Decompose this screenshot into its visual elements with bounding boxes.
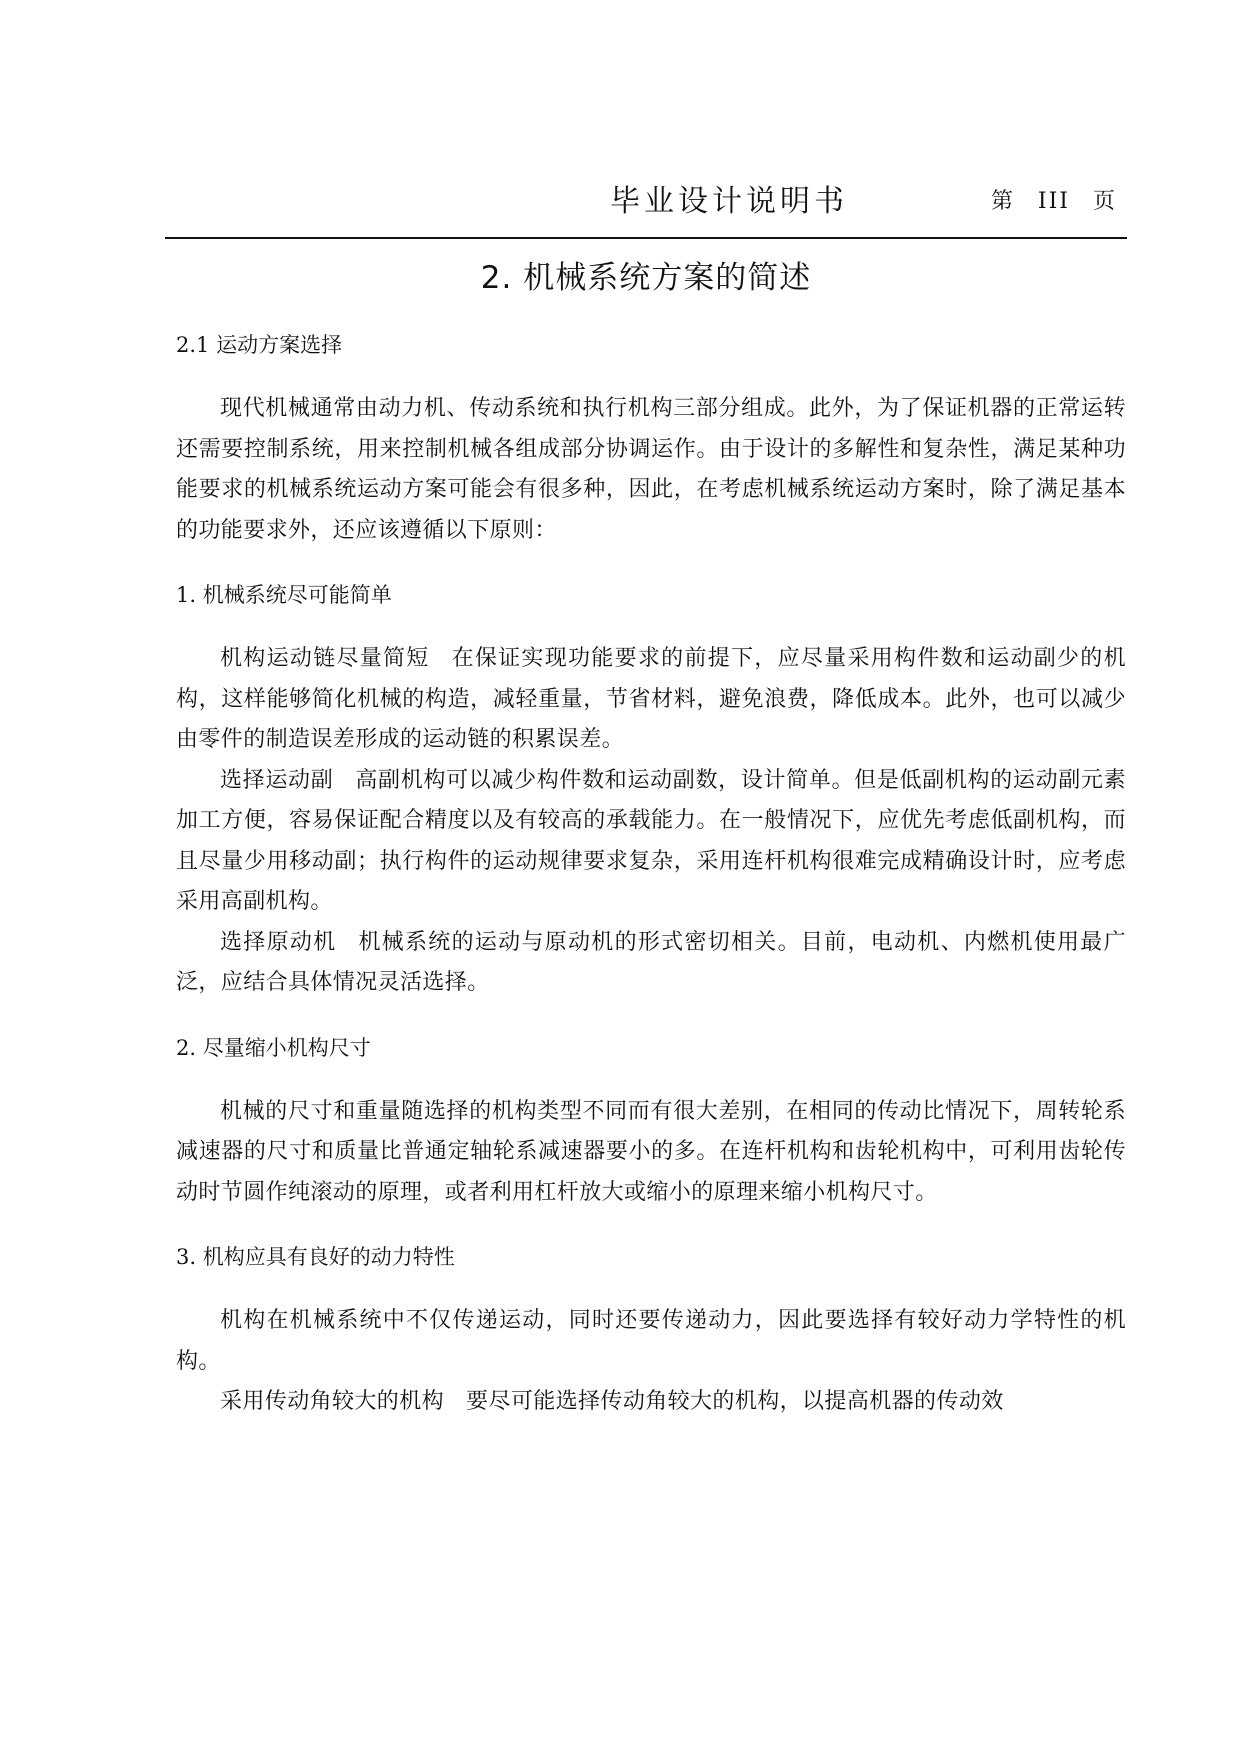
principle-3-paragraph-1: 机构在机械系统中不仅传递运动，同时还要传递动力，因此要选择有较好动力学特性的机构。 (176, 1308, 1126, 1374)
spacer (176, 365, 1126, 389)
header-divider (165, 237, 1127, 239)
paragraph-lead: 选择原动机 (220, 929, 337, 955)
page-number-label: 第 III 页 (990, 189, 1117, 214)
intro-paragraph: 现代机械通常由动力机、传动系统和执行机构三部分组成。此外，为了保证机器的正常运转还需要控制系统，用来控制机械各组成部分协调运作。由于设计的多解性和复杂性，满足某种功能要求的机械系统运动方案可能会有很多种，因此，在考虑机械系统运动方案时，除了满足基本的功能要求外，还应该遵循以下原则： (176, 396, 1126, 543)
paragraph-text: 机械系统的运动与原动机的形式密切相关。目前，电动机、内燃机使用最广泛，应结合具体情况灵活选择。 (176, 929, 1126, 995)
header-title: 毕业设计说明书 (610, 184, 848, 219)
page-header (165, 170, 1127, 230)
principle-1-paragraph-1 (176, 639, 1126, 761)
principle-heading-2: 2. 尽量缩小机构尺寸 (176, 1035, 371, 1060)
principle-1-paragraph-2 (176, 761, 1126, 923)
paragraph-lead: 采用传动角较大的机构 (220, 1389, 445, 1414)
section-heading: 2.1 运动方案选择 (176, 333, 343, 357)
principle-1-paragraph-3 (176, 923, 1126, 1004)
spacer (176, 1277, 1126, 1301)
spacer (176, 1068, 1126, 1092)
paragraph-lead: 机构运动链尽量简短 (220, 646, 430, 671)
paragraph-text: 要尽可能选择传动角较大的机构，以提高机器的传动效 (466, 1389, 1004, 1414)
spacer (176, 1004, 1126, 1028)
spacer (176, 551, 1126, 575)
paragraph-lead: 选择运动副 (220, 767, 334, 793)
paragraph-text: 高副机构可以减少构件数和运动副数，设计简单。但是低副机构的运动副元素加工方便，容易保证配合精度以及有较高的承载能力。在一般情况下，应优先考虑低副机构，而且尽量少用移动副；执行构件的运动规律要求复杂，采用连杆机构很难完成精确设计时，应考虑采用高副机构。 (176, 767, 1126, 914)
spacer (176, 615, 1126, 639)
principle-2-paragraph-1: 机械的尺寸和重量随选择的机构类型不同而有很大差别，在相同的传动比情况下，周转轮系减速器的尺寸和质量比普通定轴轮系减速器要小的多。在连杆机构和齿轮机构中，可利用齿轮传动时节圆作纯滚动的原理，或者利用杠杆放大或缩小的原理来缩小机构尺寸。 (176, 1098, 1126, 1205)
principle-heading-1: 1. 机械系统尽可能简单 (176, 583, 392, 607)
chapter-title: 2. 机械系统方案的简述 (480, 260, 812, 296)
paragraph-text: 在保证实现功能要求的前提下，应尽量采用构件数和运动副少的机构，这样能够简化机械的构造，减轻重量，节省材料，避免浪费，降低成本。此外，也可以减少由零件的制造误差形成的运动链的积累误差。 (176, 646, 1126, 752)
principle-heading-3: 3. 机构应具有良好的动力特性 (176, 1245, 455, 1269)
spacer (176, 1213, 1126, 1237)
body-content (176, 325, 1126, 1423)
principle-3-paragraph-2 (176, 1382, 1126, 1423)
